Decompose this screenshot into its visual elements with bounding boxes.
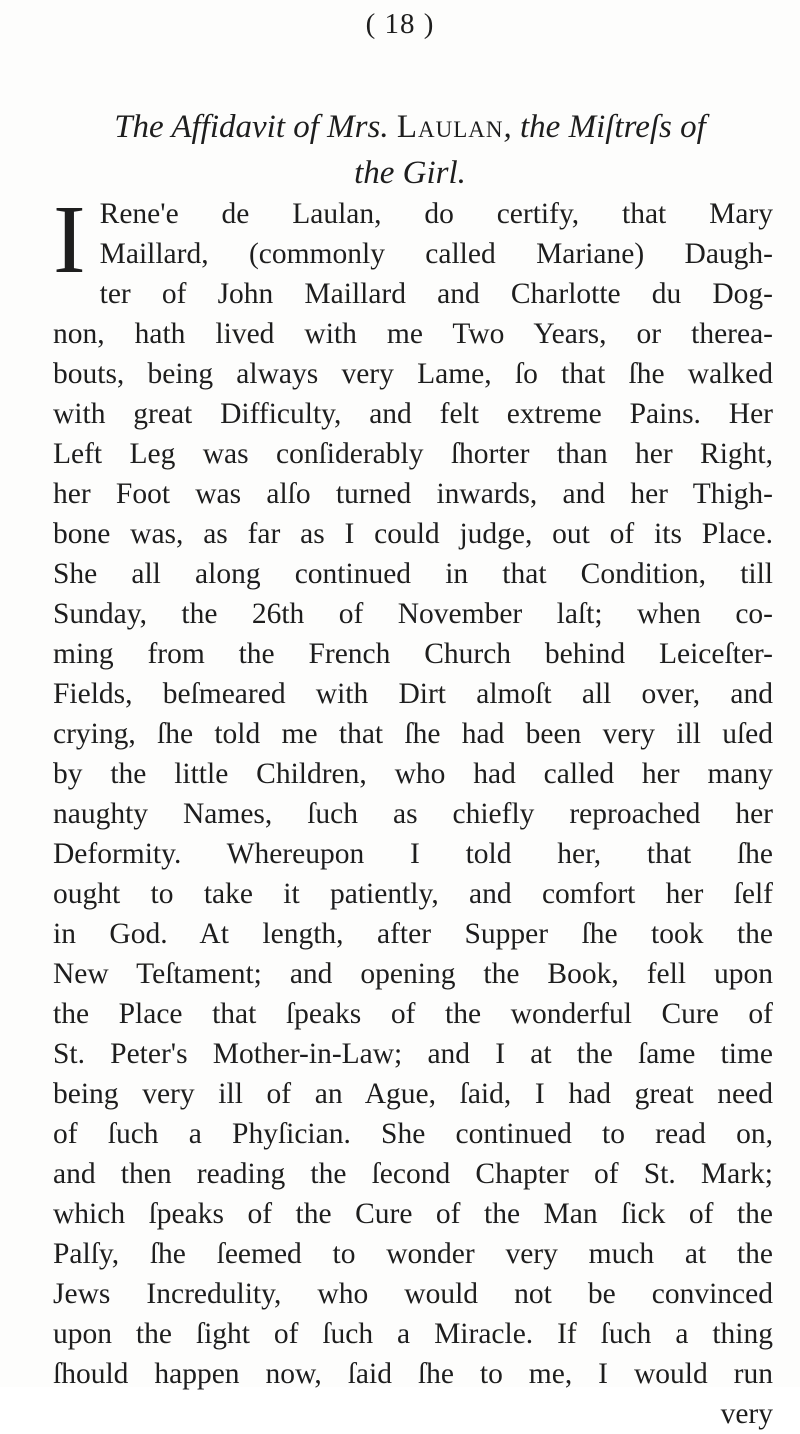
text-line: upon the ſight of ſuch a Miracle. If ſuch a thing xyxy=(53,1318,773,1350)
text-line: Deformity. Whereupon I told her, that ſhe xyxy=(53,838,773,870)
text-line: Jews Incredulity, who would not be convinced xyxy=(53,1278,773,1310)
drop-cap: I xyxy=(53,186,86,294)
text-line: Maillard, (commonly called Mariane) Daugh- xyxy=(99,238,773,270)
text-line: bouts, being always very Lame, ſo that ſhe walked xyxy=(53,358,773,390)
text-line: in God. At length, after Supper ſhe took the xyxy=(53,918,773,950)
title-line-2: the Girl. xyxy=(354,155,466,191)
text-line: being very ill of an Ague, ſaid, I had great need xyxy=(53,1078,773,1110)
text-line: ter of John Maillard and Charlotte du Dog- xyxy=(99,278,773,310)
text-line: Palſy, ſhe ſeemed to wonder very much at the xyxy=(53,1238,773,1270)
text-line: the Place that ſpeaks of the wonderful Cure of xyxy=(53,998,773,1030)
text-line: and then reading the ſecond Chapter of St. Mark; xyxy=(53,1158,773,1190)
text-line: New Teſtament; and opening the Book, fell upon xyxy=(53,958,773,990)
text-line: She all along continued in that Condition, till xyxy=(53,558,773,590)
section-title xyxy=(60,104,760,196)
text-line: bone was, as far as I could judge, out of its Place. xyxy=(53,518,773,550)
text-line: which ſpeaks of the Cure of the Man ſick of the xyxy=(53,1198,773,1230)
title-line-1 xyxy=(60,104,760,150)
text-line: naughty Names, ſuch as chiefly reproached her xyxy=(53,798,773,830)
catchword: very xyxy=(720,1398,773,1430)
text-line: Left Leg was conſiderably ſhorter than her Right, xyxy=(53,438,773,470)
text-line: by the little Children, who had called her many xyxy=(53,758,773,790)
text-line: her Foot was alſo turned inwards, and her Thigh- xyxy=(53,478,773,510)
text-line: non, hath lived with me Two Years, or therea- xyxy=(53,318,773,350)
text-line: crying, ſhe told me that ſhe had been very ill uſed xyxy=(53,718,773,750)
title-name: Laulan xyxy=(396,109,504,145)
text-line: of ſuch a Phyſician. She continued to read on, xyxy=(53,1118,773,1150)
text-line: Rene'e de Laulan, do certify, that Mary xyxy=(99,198,773,230)
text-line: with great Difficulty, and felt extreme Pains. Her xyxy=(53,398,773,430)
page-number: ( 18 ) xyxy=(365,8,435,40)
affidavit-body xyxy=(53,186,773,1434)
text-line: ſhould happen now, ſaid ſhe to me, I would run xyxy=(53,1358,773,1390)
text-line: Sunday, the 26th of November laſt; when co- xyxy=(53,598,773,630)
title-part-1: The Affidavit of Mrs. xyxy=(114,109,389,145)
text-line: Fields, beſmeared with Dirt almoſt all over, and xyxy=(53,678,773,710)
text-line: St. Peter's Mother-in-Law; and I at the ſame time xyxy=(53,1038,773,1070)
text-line: ming from the French Church behind Leiceſter- xyxy=(53,638,773,670)
text-line: ought to take it patiently, and comfort her ſelf xyxy=(53,878,773,910)
title-part-2: , the Miſtreſs of xyxy=(503,109,706,145)
